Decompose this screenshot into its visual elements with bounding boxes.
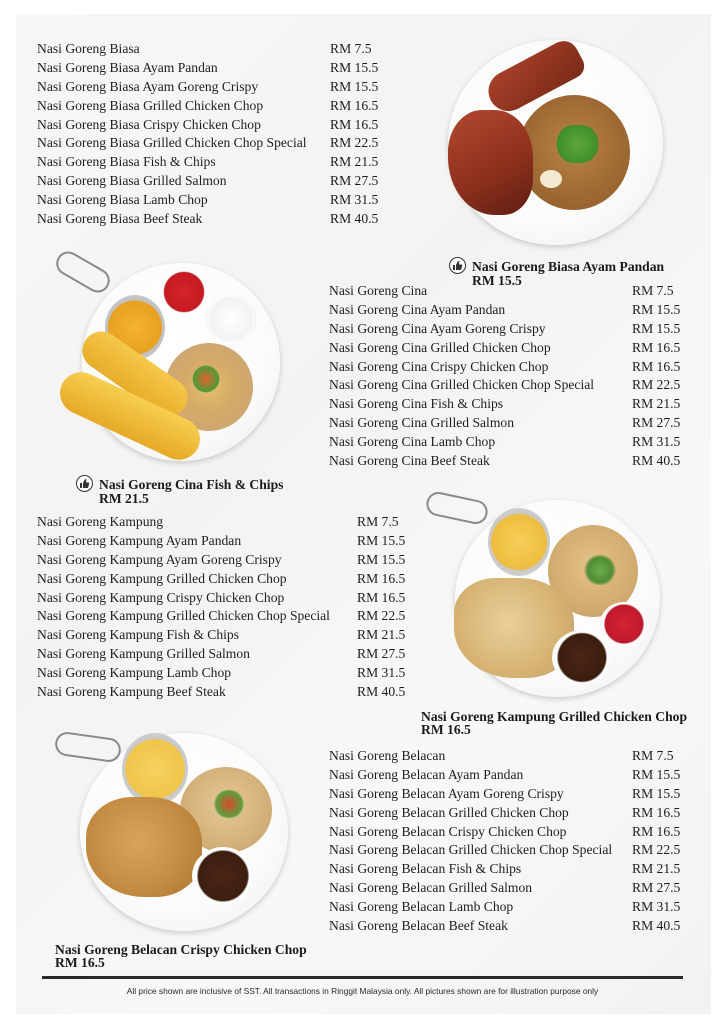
feature-caption-biasa: Nasi Goreng Biasa Ayam Pandan RM 15.5 xyxy=(449,257,664,287)
menu-item: Nasi Goreng Kampung Beef Steak RM 40.5 xyxy=(37,684,406,700)
vegetable-garnish xyxy=(210,790,248,818)
menu-item: Nasi Goreng Kampung Fish & Chips RM 21.5 xyxy=(37,627,406,643)
feature-caption-belacan: Nasi Goreng Belacan Crispy Chicken Chop RM 16.5 xyxy=(55,942,307,970)
food-photo-cina-fish-chips xyxy=(50,255,290,470)
menu-item: Nasi Goreng Biasa Grilled Chicken Chop RM 16.5 xyxy=(37,97,379,113)
menu-item: Nasi Goreng Cina Fish & Chips RM 21.5 xyxy=(329,396,681,412)
menu-list-kampung xyxy=(37,513,409,702)
menu-item: Nasi Goreng Belacan Grilled Chicken Chop Special RM 22.5 xyxy=(329,842,681,858)
fry-basket-handle xyxy=(52,247,114,297)
menu-item: Nasi Goreng Biasa Crispy Chicken Chop RM 16.5 xyxy=(37,116,379,132)
fry-basket-handle xyxy=(54,731,123,764)
menu-item: Nasi Goreng Cina Crispy Chicken Chop RM 16.5 xyxy=(329,358,681,374)
recommended-thumbs-up-icon xyxy=(76,475,93,492)
menu-item: Nasi Goreng Belacan Beef Steak RM 40.5 xyxy=(329,918,681,934)
egg xyxy=(540,170,562,188)
vegetable-garnish xyxy=(580,555,620,585)
feature-caption-cina: Nasi Goreng Cina Fish & Chips RM 21.5 xyxy=(76,475,283,505)
menu-item: Nasi Goreng Belacan Grilled Chicken Chop RM 16.5 xyxy=(329,804,681,820)
menu-item: Nasi Goreng Kampung Grilled Chicken Chop RM 16.5 xyxy=(37,570,406,586)
menu-item: Nasi Goreng Biasa Lamb Chop RM 31.5 xyxy=(37,192,379,208)
menu-item: Nasi Goreng Biasa Fish & Chips RM 21.5 xyxy=(37,154,379,170)
menu-item: Nasi Goreng Biasa Grilled Salmon RM 27.5 xyxy=(37,173,379,189)
menu-item: Nasi Goreng Cina RM 7.5 xyxy=(329,283,674,298)
menu-item: Nasi Goreng Belacan Fish & Chips RM 21.5 xyxy=(329,861,681,877)
chili-sauce-dish xyxy=(160,270,208,314)
feature-caption-kampung: Nasi Goreng Kampung Grilled Chicken Chop RM 16.5 xyxy=(421,709,688,737)
vegetable-garnish xyxy=(190,365,222,393)
menu-item: Nasi Goreng Cina Ayam Pandan RM 15.5 xyxy=(329,301,681,317)
menu-item: Nasi Goreng Cina Grilled Chicken Chop Special RM 22.5 xyxy=(329,377,681,393)
chili-sauce-dish xyxy=(600,602,648,646)
menu-item: Nasi Goreng Belacan RM 7.5 xyxy=(329,748,674,763)
menu-item: Nasi Goreng Kampung Grilled Salmon RM 27.5 xyxy=(37,646,406,662)
menu-item: Nasi Goreng Kampung Lamb Chop RM 31.5 xyxy=(37,665,406,681)
black-pepper-sauce-dish xyxy=(192,847,254,905)
crispy-chicken-chop xyxy=(86,797,202,897)
menu-item: Nasi Goreng Belacan Crispy Chicken Chop RM 16.5 xyxy=(329,823,681,839)
recommended-thumbs-up-icon xyxy=(449,257,466,274)
tartar-sauce-dish xyxy=(205,295,257,343)
menu-item: Nasi Goreng Kampung Ayam Goreng Crispy RM 15.5 xyxy=(37,551,406,567)
menu-list-biasa xyxy=(37,40,382,229)
food-photo-belacan-crispy-chicken-chop xyxy=(50,725,295,935)
menu-item: Nasi Goreng Belacan Lamb Chop RM 31.5 xyxy=(329,899,681,915)
menu-item: Nasi Goreng Biasa Beef Steak RM 40.5 xyxy=(37,211,379,227)
fry-basket xyxy=(488,508,550,576)
black-pepper-sauce-dish xyxy=(552,630,612,685)
menu-item: Nasi Goreng Cina Lamb Chop RM 31.5 xyxy=(329,434,681,450)
menu-item: Nasi Goreng Belacan Ayam Goreng Crispy RM 15.5 xyxy=(329,785,681,801)
food-photo-kampung-grilled-chicken-chop xyxy=(420,490,670,700)
menu-item: Nasi Goreng Biasa Grilled Chicken Chop Special RM 22.5 xyxy=(37,135,379,151)
footer-divider xyxy=(42,976,683,979)
menu-item: Nasi Goreng Kampung Crispy Chicken Chop RM 16.5 xyxy=(37,589,406,605)
menu-item: Nasi Goreng Kampung Grilled Chicken Chop Special RM 22.5 xyxy=(37,608,406,624)
menu-list-cina xyxy=(329,282,684,471)
menu-item: Nasi Goreng Biasa Ayam Goreng Crispy RM 15.5 xyxy=(37,78,379,94)
menu-item: Nasi Goreng Kampung Ayam Pandan RM 15.5 xyxy=(37,532,406,548)
menu-item: Nasi Goreng Biasa Ayam Pandan RM 15.5 xyxy=(37,59,379,75)
menu-item: Nasi Goreng Cina Grilled Chicken Chop RM 16.5 xyxy=(329,339,681,355)
fry-basket xyxy=(122,733,188,805)
footer-disclaimer: All price shown are inclusive of SST. All transactions in Ringgit Malaysia only. All pictures shown are for illustration purpose only xyxy=(126,986,599,996)
menu-item: Nasi Goreng Cina Grilled Salmon RM 27.5 xyxy=(329,415,681,431)
chicken-thigh xyxy=(448,110,533,215)
menu-item: Nasi Goreng Biasa RM 7.5 xyxy=(37,41,372,56)
menu-item: Nasi Goreng Kampung RM 7.5 xyxy=(37,514,399,529)
menu-item: Nasi Goreng Cina Beef Steak RM 40.5 xyxy=(329,453,681,469)
menu-item: Nasi Goreng Cina Ayam Goreng Crispy RM 15.5 xyxy=(329,320,681,336)
fry-basket-handle xyxy=(424,490,490,526)
menu-item: Nasi Goreng Belacan Grilled Salmon RM 27.5 xyxy=(329,880,681,896)
food-photo-biasa-ayam-pandan xyxy=(440,35,670,250)
menu-item: Nasi Goreng Belacan Ayam Pandan RM 15.5 xyxy=(329,766,681,782)
scallion-garnish xyxy=(555,125,600,163)
menu-list-belacan xyxy=(329,747,684,936)
